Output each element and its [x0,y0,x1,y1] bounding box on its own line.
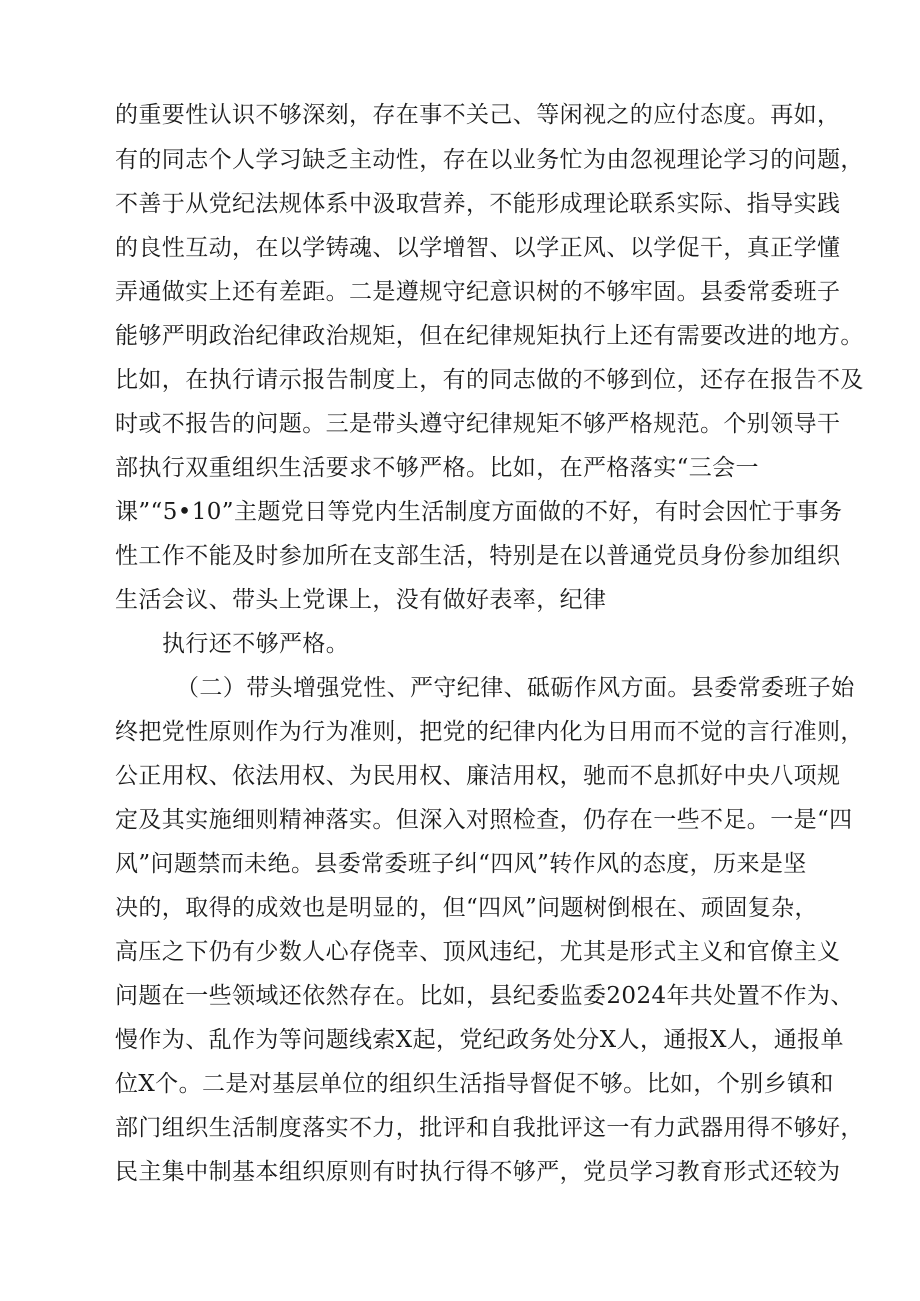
text-line: 比如，在执行请示报告制度上，有的同志做的不够到位，还存在报告不及 [115,367,864,393]
text-line: 风”问题禁而未绝。县委常委班子纠“四风”转作风的态度，历来是坚 [115,851,807,877]
text-line: 不善于从党纪法规体系中汲取营养，不能形成理论联系实际、指导实践 [115,191,841,217]
text-line: 性工作不能及时参加所在支部生活，特别是在以普通党员身份参加组织 [115,543,841,569]
text-line: 时或不报告的问题。三是带头遵守纪律规矩不够严格规范。个别领导干 [115,411,841,437]
paragraph-heading-line: （二）带头增强党性、严守纪律、砥砺作风方面。县委常委班子始 [176,675,855,701]
text-line: 的重要性认识不够深刻，存在事不关己、等闲视之的应付态度。再如， [115,102,841,128]
text-line: 课”“5•10”主题党日等党内生活制度方面做的不好，有时会因忙于事务 [115,499,843,525]
text-line: 的良性互动，在以学铸魂、以学增智、以学正风、以学促干，真正学懂 [115,235,841,261]
text-line: 有的同志个人学习缺乏主动性，存在以业务忙为由忽视理论学习的问题， [115,147,864,173]
text-line: 定及其实施细则精神落实。但深入对照检查，仍存在一些不足。一是“四 [115,807,853,833]
text-line: 能够严明政治纪律政治规矩，但在纪律规矩执行上还有需要改进的地方。 [115,323,864,349]
text-line: 高压之下仍有少数人心存侥幸、顶风违纪，尤其是形式主义和官僚主义 [115,939,841,965]
text-line: 公正用权、依法用权、为民用权、廉洁用权，驰而不息抓好中央八项规 [115,763,841,789]
text-line: 部执行双重组织生活要求不够严格。比如，在严格落实“三会一 [115,455,759,481]
text-line: 执行还不够严格。 [162,631,350,657]
text-line: 终把党性原则作为行为准则，把党的纪律内化为日用而不觉的言行准则， [115,719,864,745]
text-line: 民主集中制基本组织原则有时执行得不够严，党员学习教育形式还较为 [115,1159,841,1185]
text-line: 部门组织生活制度落实不力，批评和自我批评这一有力武器用得不够好， [115,1115,864,1141]
text-line: 位X个。二是对基层单位的组织生活指导督促不够。比如，个别乡镇和 [115,1071,834,1097]
text-line: 问题在一些领域还依然存在。比如，县纪委监委2024年共处置不作为、 [115,983,854,1009]
text-line: 决的，取得的成效也是明显的，但“四风”问题树倒根在、顽固复杂， [115,895,818,921]
text-line: 慢作为、乱作为等问题线索X起，党纪政务处分X人，通报X人，通报单 [115,1027,844,1053]
text-line: 弄通做实上还有差距。二是遵规守纪意识树的不够牢固。县委常委班子 [115,279,841,305]
text-line: 生活会议、带头上党课上，没有做好表率，纪律 [115,587,607,613]
